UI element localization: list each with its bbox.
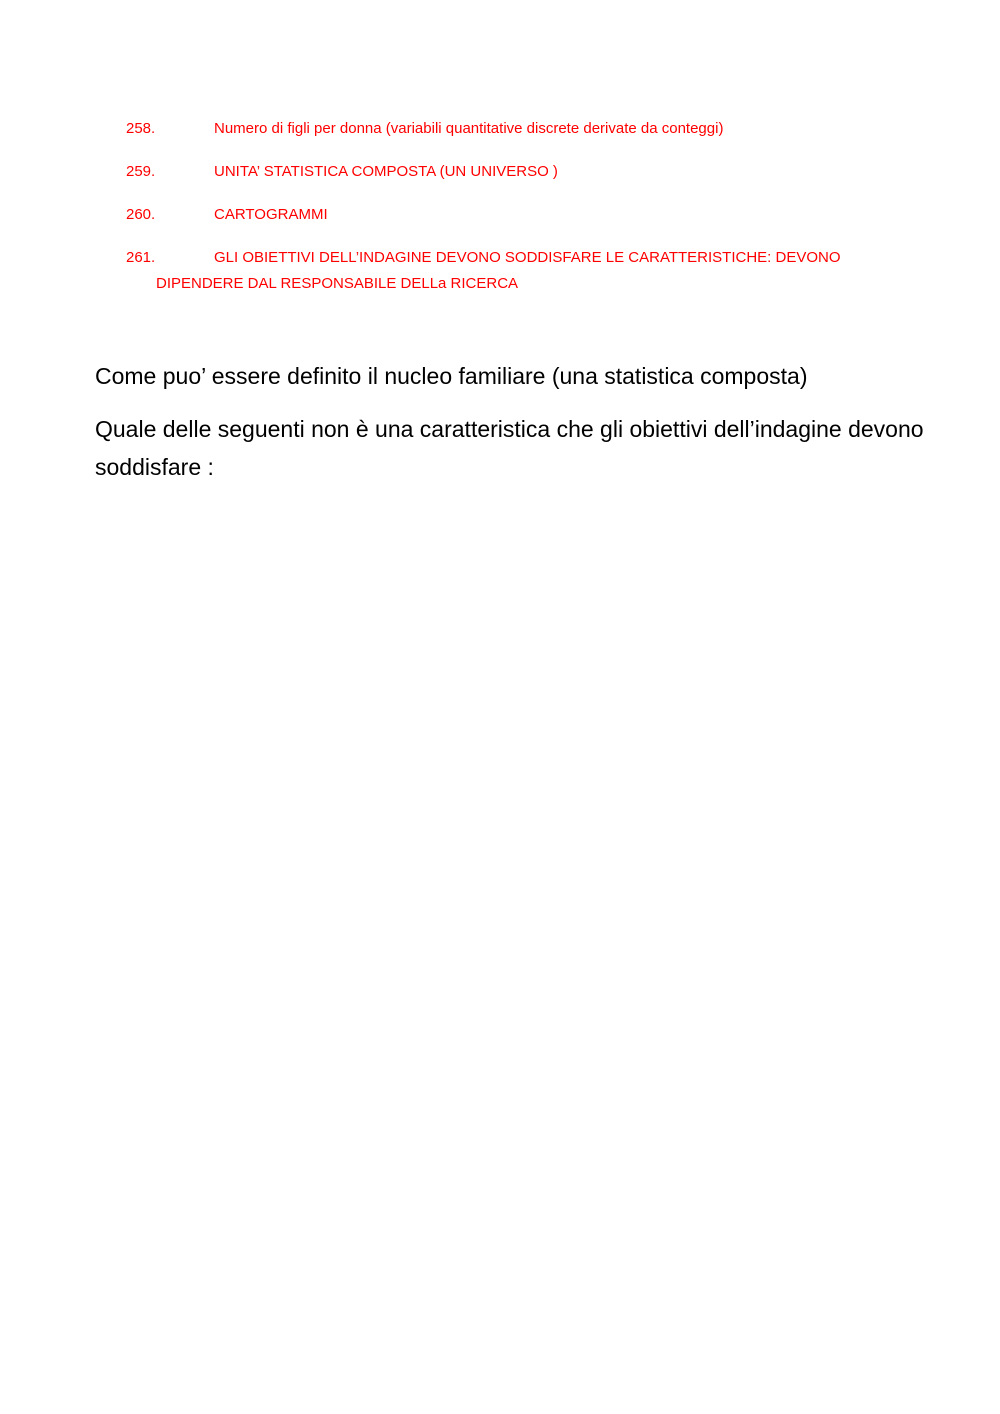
list-item-number: 259. [126, 163, 156, 180]
list-item [126, 245, 886, 297]
list-item-text: CARTOGRAMMI [214, 206, 328, 223]
list-item-text: Numero di figli per donna (variabili quantitative discrete derivate da conteggi) [214, 120, 724, 137]
list-item-number: 260. [126, 206, 156, 223]
answer-list [126, 116, 886, 314]
list-item-number: 258. [126, 120, 156, 137]
list-item-number: 261. [126, 249, 156, 266]
question-text: Come puo’ essere definito il nucleo familiare (una statistica composta) [95, 363, 808, 389]
list-item [126, 159, 886, 185]
list-item-text: UNITA’ STATISTICA COMPOSTA (UN UNIVERSO ) [214, 163, 558, 180]
question-text: Quale delle seguenti non è una caratteristica che gli obiettivi dell’indagine devono soddisfare : [95, 416, 924, 480]
list-item [126, 202, 886, 228]
list-item [126, 116, 886, 142]
list-item-continuation: DIPENDERE DAL RESPONSABILE DELLa RICERCA [156, 275, 519, 292]
list-item-text: GLI OBIETTIVI DELL’INDAGINE DEVONO SODDISFARE LE CARATTERISTICHE: DEVONO [214, 249, 841, 266]
